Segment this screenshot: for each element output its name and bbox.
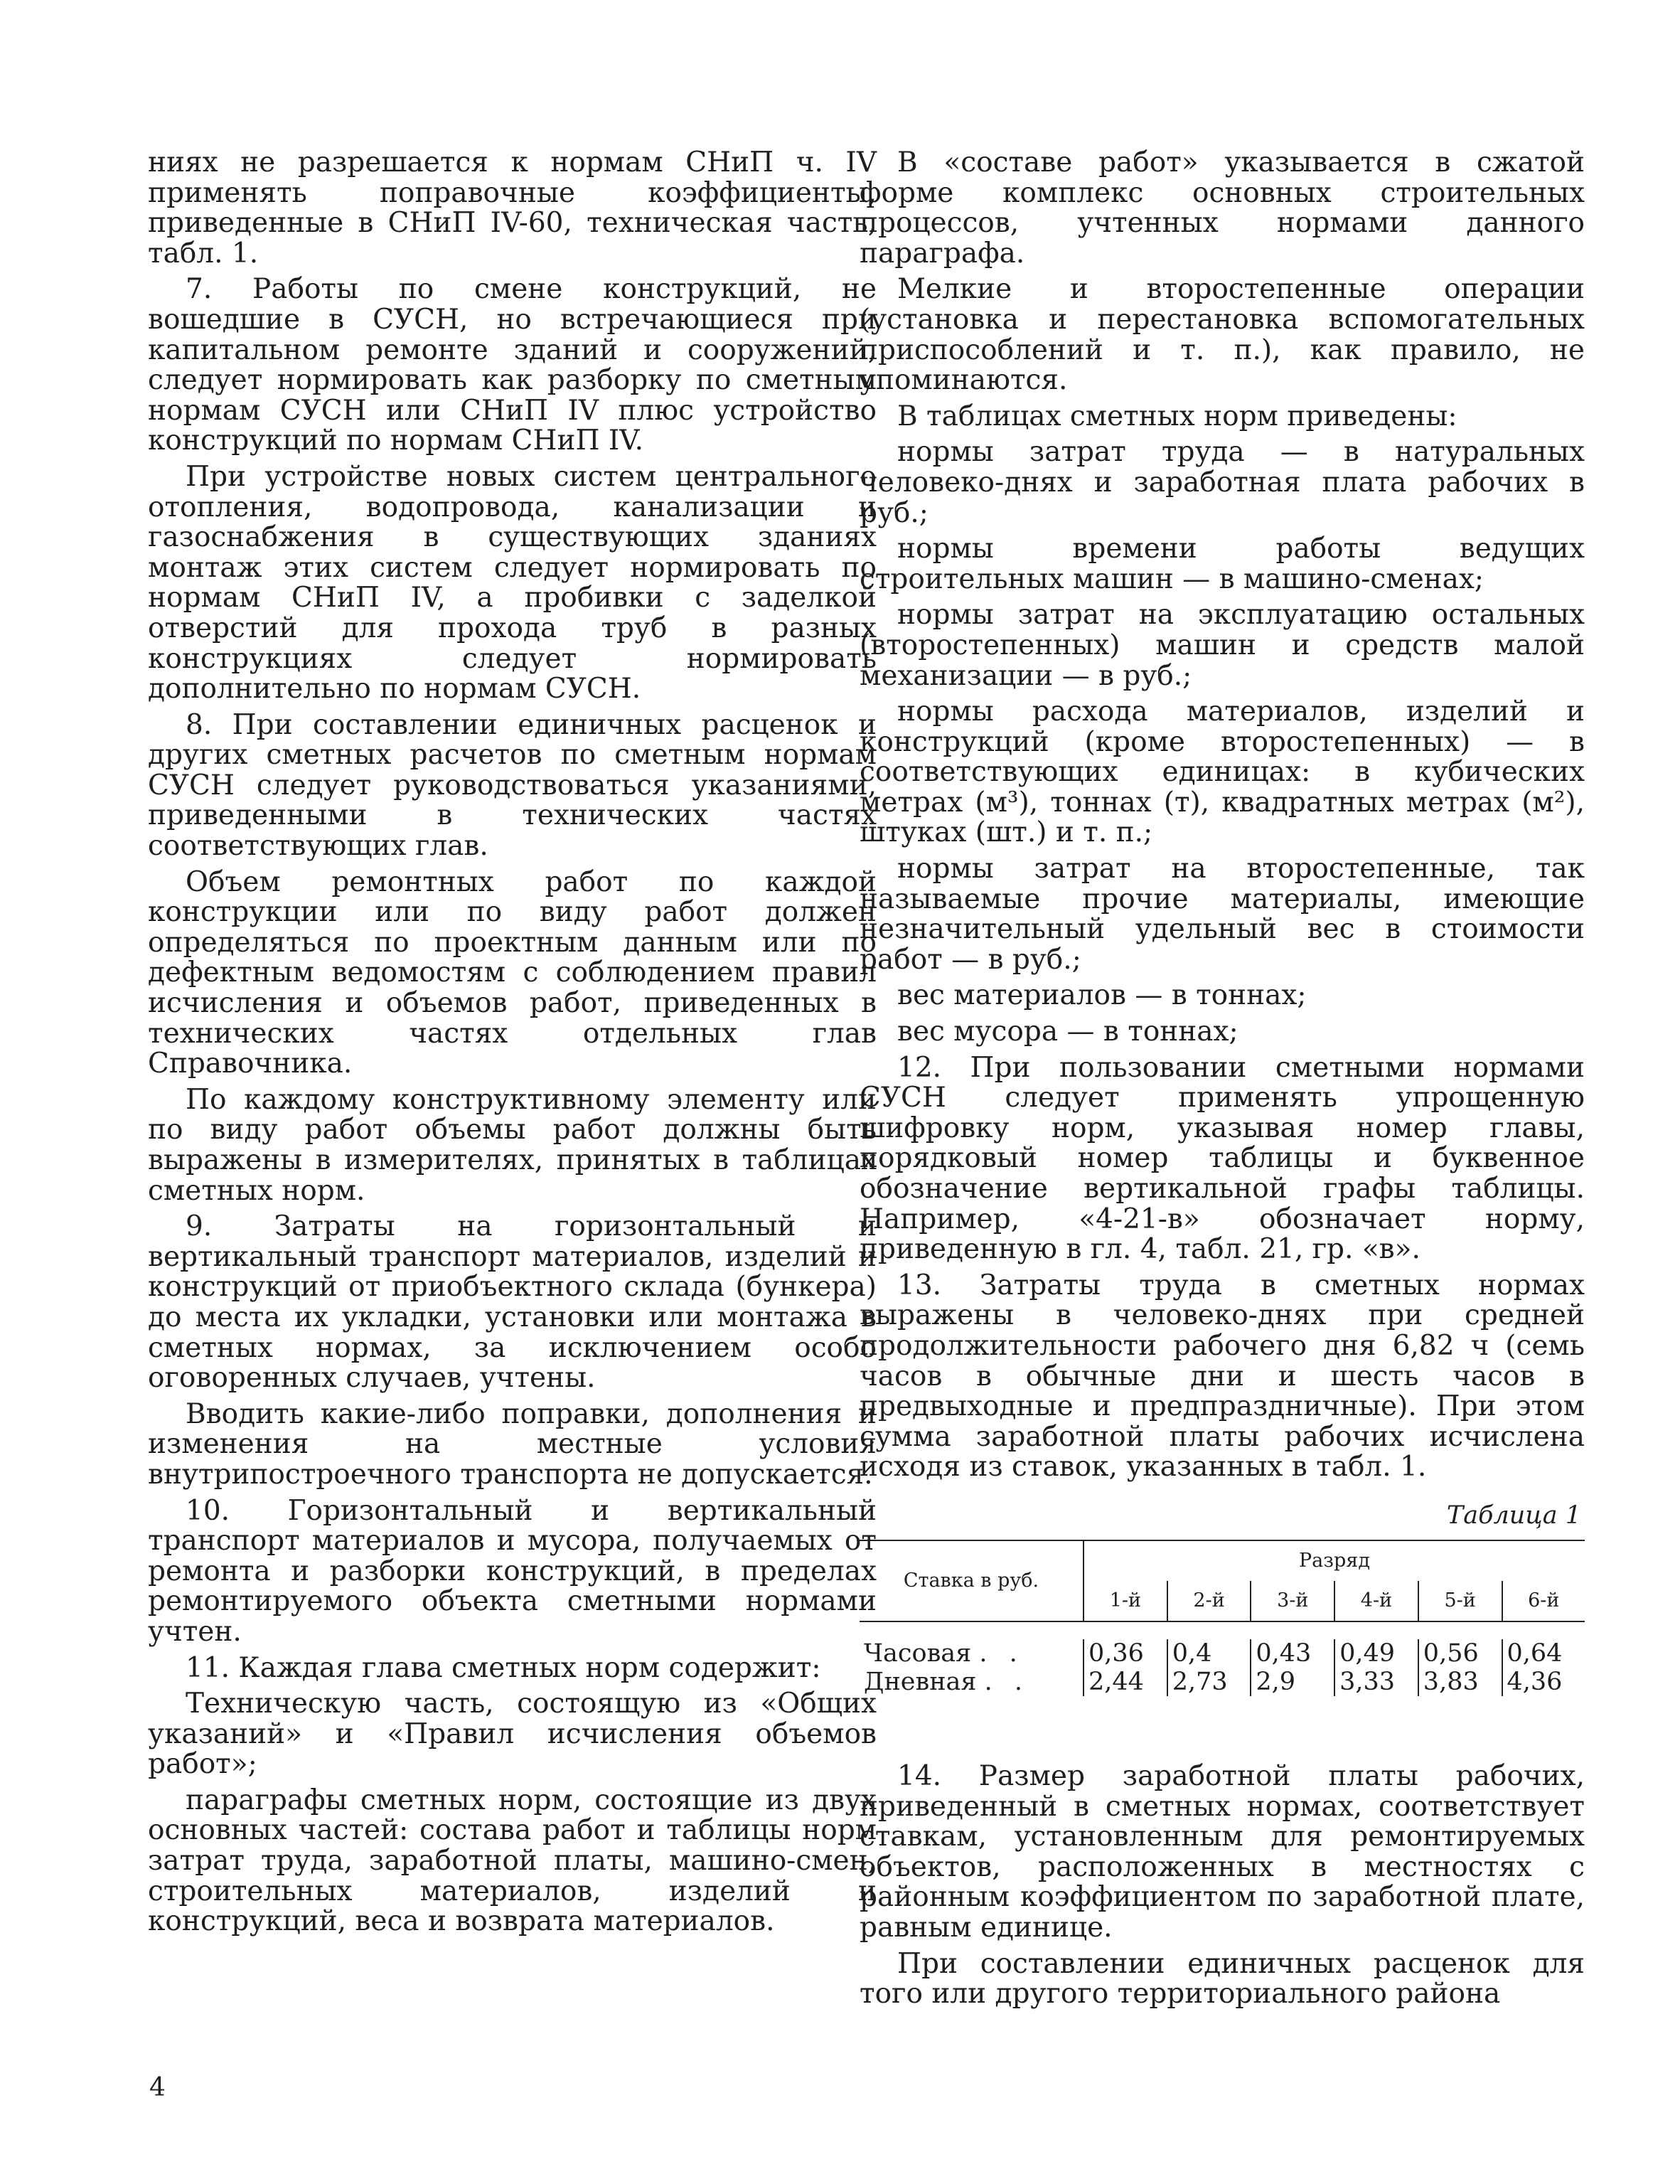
table-cell: 0,49 <box>1334 1639 1418 1668</box>
list-item: нормы расхода материалов, изделий и конструкций (кроме второстепенных) — в соответствующих единицах: в кубических метрах (м³), тоннах (т), квадратных метрах (м²), штуках (шт.) и т. п.; <box>860 696 1585 849</box>
paragraph: По каждому конструктивному элементу или по виду работ объемы работ должны быть выражены в измерителях, принятых в таблицах сметных норм. <box>148 1083 877 1207</box>
paragraph: Вводить какие-либо поправки, дополнения и изменения на местные условия внутрипостроечного транспорта не допускается. <box>148 1397 877 1491</box>
group-header-cell: Разряд <box>1084 1540 1585 1581</box>
left-column <box>148 148 877 1943</box>
paragraph: При составлении единичных расценок для того или другого территориального района <box>860 1947 1585 2010</box>
list-item: нормы времени работы ведущих строительных машин — в машино-сменах; <box>860 533 1585 595</box>
grade-header: 6-й <box>1502 1581 1585 1621</box>
leader-dots: . . <box>984 1667 1030 1696</box>
grade-header: 3-й <box>1251 1581 1334 1621</box>
list-item: нормы затрат труда — в натуральных человеко-днях и заработная плата рабочих в руб.; <box>860 436 1585 529</box>
list-item: нормы затрат на второстепенные, так называемые прочие материалы, имеющие незначительный удельный вес в стоимости работ — в руб.; <box>860 853 1585 976</box>
paragraph: В таблицах сметных норм приведены: <box>897 400 1457 432</box>
right-column <box>860 148 1585 2015</box>
list-item: вес мусора — в тоннах; <box>897 1016 1238 1048</box>
paragraph-section-12: 12. При пользовании сметными нормами СУСН следует применять упрощенную шифровку норм, указывая номер главы, порядковый номер таблицы и буквенное обозначение вертикальной графы таблицы. Например, «4-21-в» обозначает норму, приведенную в гл. 4, табл. 21, гр. «в». <box>860 1051 1585 1266</box>
paragraph: При устройстве новых систем центрального отопления, водопровода, канализации и газоснабжения в существующих зданиях монтаж этих систем следует нормировать по нормам СНиП IV, а пробивки с заделкой отверстий для прохода труб в разных конструкциях следует нормировать дополнительно по нормам СУСН. <box>148 460 877 705</box>
table-cell: 2,73 <box>1167 1668 1251 1696</box>
paragraph-section-7: 7. Работы по смене конструкций, не вошедшие в СУСН, но встречающиеся при капитальном ремонте зданий и сооружений, следует нормировать как разборку по сметным нормам СУСН или СНиП IV плюс устройство конструкций по нормам СНиП IV. <box>148 273 877 457</box>
paragraph: В «составе работ» указывается в сжатой форме комплекс основных строительных процессов, учтенных нормами данного параграфа. <box>860 147 1585 270</box>
paragraph: параграфы сметных норм, состоящие из двух основных частей: состава работ и таблицы норм затрат труда, заработной платы, машино-смен, строительных материалов, изделий и конструкций, веса и возврата материалов. <box>148 1784 877 1938</box>
paragraph-section-10: 10. Горизонтальный и вертикальный транспорт материалов и мусора, получаемых от ремонта и разборки конструкций, в пределах ремонтируемого объекта сметными нормами учтен. <box>148 1494 877 1648</box>
grade-header: 4-й <box>1334 1581 1418 1621</box>
grade-header: 5-й <box>1418 1581 1502 1621</box>
row-header-cell: Ставка в руб. <box>860 1540 1084 1621</box>
table-cell: 4,36 <box>1502 1668 1585 1696</box>
table-cell: 0,43 <box>1251 1639 1334 1668</box>
table-caption: Таблица 1 <box>1446 1501 1581 1530</box>
paragraph: Мелкие и второстепенные операции (установка и перестановка вспомогательных приспособлений и т. п.), как правило, не упоминаются. <box>860 273 1585 397</box>
list-item: нормы затрат на эксплуатацию остальных (второстепенных) машин и средств малой механизации — в руб.; <box>860 599 1585 692</box>
page-number: 4 <box>149 2073 166 2102</box>
table-cell: 2,44 <box>1084 1668 1167 1696</box>
row-label: Дневная . . <box>864 1667 1030 1696</box>
list-item: вес материалов — в тоннах; <box>897 979 1307 1012</box>
table-cell: 3,33 <box>1334 1668 1418 1696</box>
paragraph-section-11: 11. Каждая глава сметных норм содержит: <box>186 1651 821 1684</box>
paragraph-section-9: 9. Затраты на горизонтальный и вертикальный транспорт материалов, изделий и конструкций от приобъектного склада (бункера) до места их укладки, установки или монтажа в сметных нормах, за исключением особо оговоренных случаев, учтены. <box>148 1210 877 1395</box>
table-cell: 0,64 <box>1502 1639 1585 1668</box>
grade-header: 1-й <box>1084 1581 1167 1621</box>
paragraph: Техническую часть, состоящую из «Общих указаний» и «Правил исчисления объемов работ»; <box>148 1688 877 1781</box>
table-cell: 0,4 <box>1167 1639 1251 1668</box>
row-label: Часовая . . <box>864 1639 1024 1668</box>
table-cell: 0,56 <box>1418 1639 1502 1668</box>
table-row <box>860 1639 1585 1668</box>
paragraph: ниях не разрешается к нормам СНиП ч. IV применять поправочные коэффициенты, приведенные в СНиП IV-60, техническая часть, табл. 1. <box>148 147 877 270</box>
leader-dots: . . <box>979 1639 1024 1668</box>
table-row <box>860 1668 1585 1696</box>
table-cell: 0,36 <box>1084 1639 1167 1668</box>
wage-rates-table <box>860 1540 1585 1696</box>
table-cell: 2,9 <box>1251 1668 1334 1696</box>
paragraph-section-13: 13. Затраты труда в сметных нормах выражены в человеко-днях при средней продолжительности рабочего дня 6,82 ч (семь часов в обычные дни и шесть часов в предвыходные и предпраздничные). При этом сумма заработной платы рабочих исчислена исходя из ставок, указанных в табл. 1. <box>860 1269 1585 1483</box>
grade-header: 2-й <box>1167 1581 1251 1621</box>
paragraph-section-8: 8. При составлении единичных расценок и других сметных расчетов по сметным нормам СУСН следует руководствоваться указаниями, приведенными в технических частях соответствующих глав. <box>148 708 877 863</box>
table-cell: 3,83 <box>1418 1668 1502 1696</box>
paragraph-section-14: 14. Размер заработной платы рабочих, приведенный в сметных нормах, соответствует ставкам, установленным для ремонтируемых объектов, расположенных в местностях с районным коэффициентом по заработной плате, равным единице. <box>860 1759 1585 1944</box>
paragraph: Объем ремонтных работ по каждой конструкции или по виду работ должен определяться по проектным данным или по дефектным ведомостям с соблюдением правил исчисления и объемов работ, приведенных в технических частях отдельных глав Справочника. <box>148 865 877 1080</box>
